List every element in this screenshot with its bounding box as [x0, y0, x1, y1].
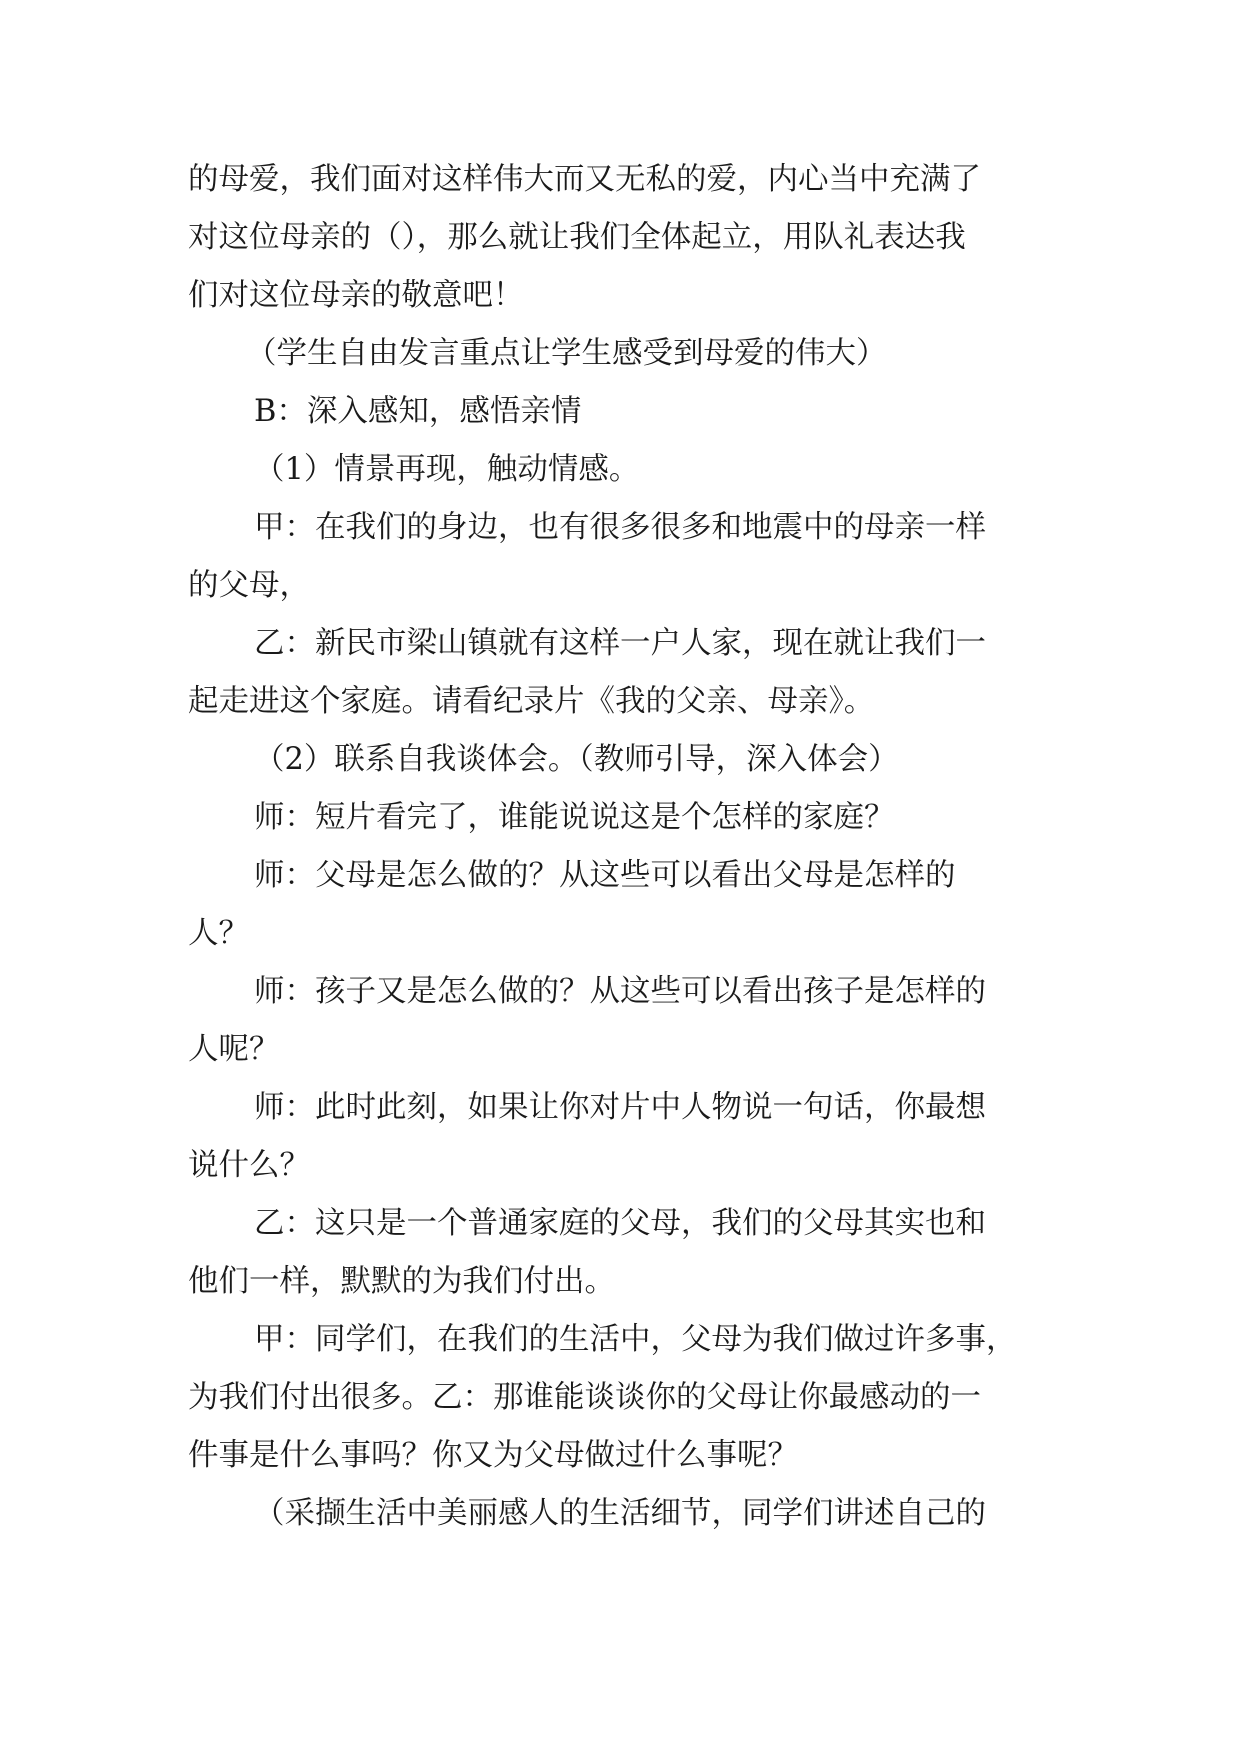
- text-line: 师：父母是怎么做的？从这些可以看出父母是怎样的: [254, 858, 956, 893]
- text-line: 师：短片看完了，谁能说说这是个怎样的家庭？: [254, 800, 895, 835]
- text-line: 的母爱，我们面对这样伟大而又无私的爱，内心当中充满了: [188, 162, 981, 197]
- text-line: 起走进这个家庭。请看纪录片《我的父亲、母亲》。: [188, 684, 875, 719]
- text-line: 的父母，: [188, 568, 310, 603]
- text-line: 件事是什么事吗？你又为父母做过什么事呢？: [188, 1438, 798, 1473]
- text-line: 乙：新民市梁山镇就有这样一户人家，现在就让我们一: [254, 626, 986, 661]
- text-line: 甲：同学们，在我们的生活中，父母为我们做过许多事，: [254, 1322, 1017, 1357]
- text-line: 人呢？: [188, 1032, 280, 1067]
- text-line: 人？: [188, 916, 249, 951]
- text-line: 他们一样，默默的为我们付出。: [188, 1264, 615, 1299]
- text-line: 师：此时此刻，如果让你对片中人物说一句话，你最想: [254, 1090, 986, 1125]
- text-line: 们对这位母亲的敬意吧！: [188, 278, 524, 313]
- text-line: （采撷生活中美丽感人的生活细节，同学们讲述自己的: [254, 1496, 986, 1531]
- text-line: 为我们付出很多。乙：那谁能谈谈你的父母让你最感动的一: [188, 1380, 981, 1415]
- text-line: 甲：在我们的身边，也有很多很多和地震中的母亲一样: [254, 510, 986, 545]
- text-line: （2）联系自我谈体会。（教师引导，深入体会）: [254, 742, 899, 777]
- text-line: 师：孩子又是怎么做的？从这些可以看出孩子是怎样的: [254, 974, 986, 1009]
- text-line: （1）情景再现，触动情感。: [254, 452, 640, 487]
- text-line: 乙：这只是一个普通家庭的父母，我们的父母其实也和: [254, 1206, 986, 1241]
- text-line: 说什么？: [188, 1148, 310, 1183]
- text-line: （学生自由发言重点让学生感受到母爱的伟大）: [246, 336, 887, 371]
- text-line: B：深入感知，感悟亲情: [254, 394, 582, 429]
- text-line: 对这位母亲的（），那么就让我们全体起立，用队礼表达我: [188, 220, 966, 255]
